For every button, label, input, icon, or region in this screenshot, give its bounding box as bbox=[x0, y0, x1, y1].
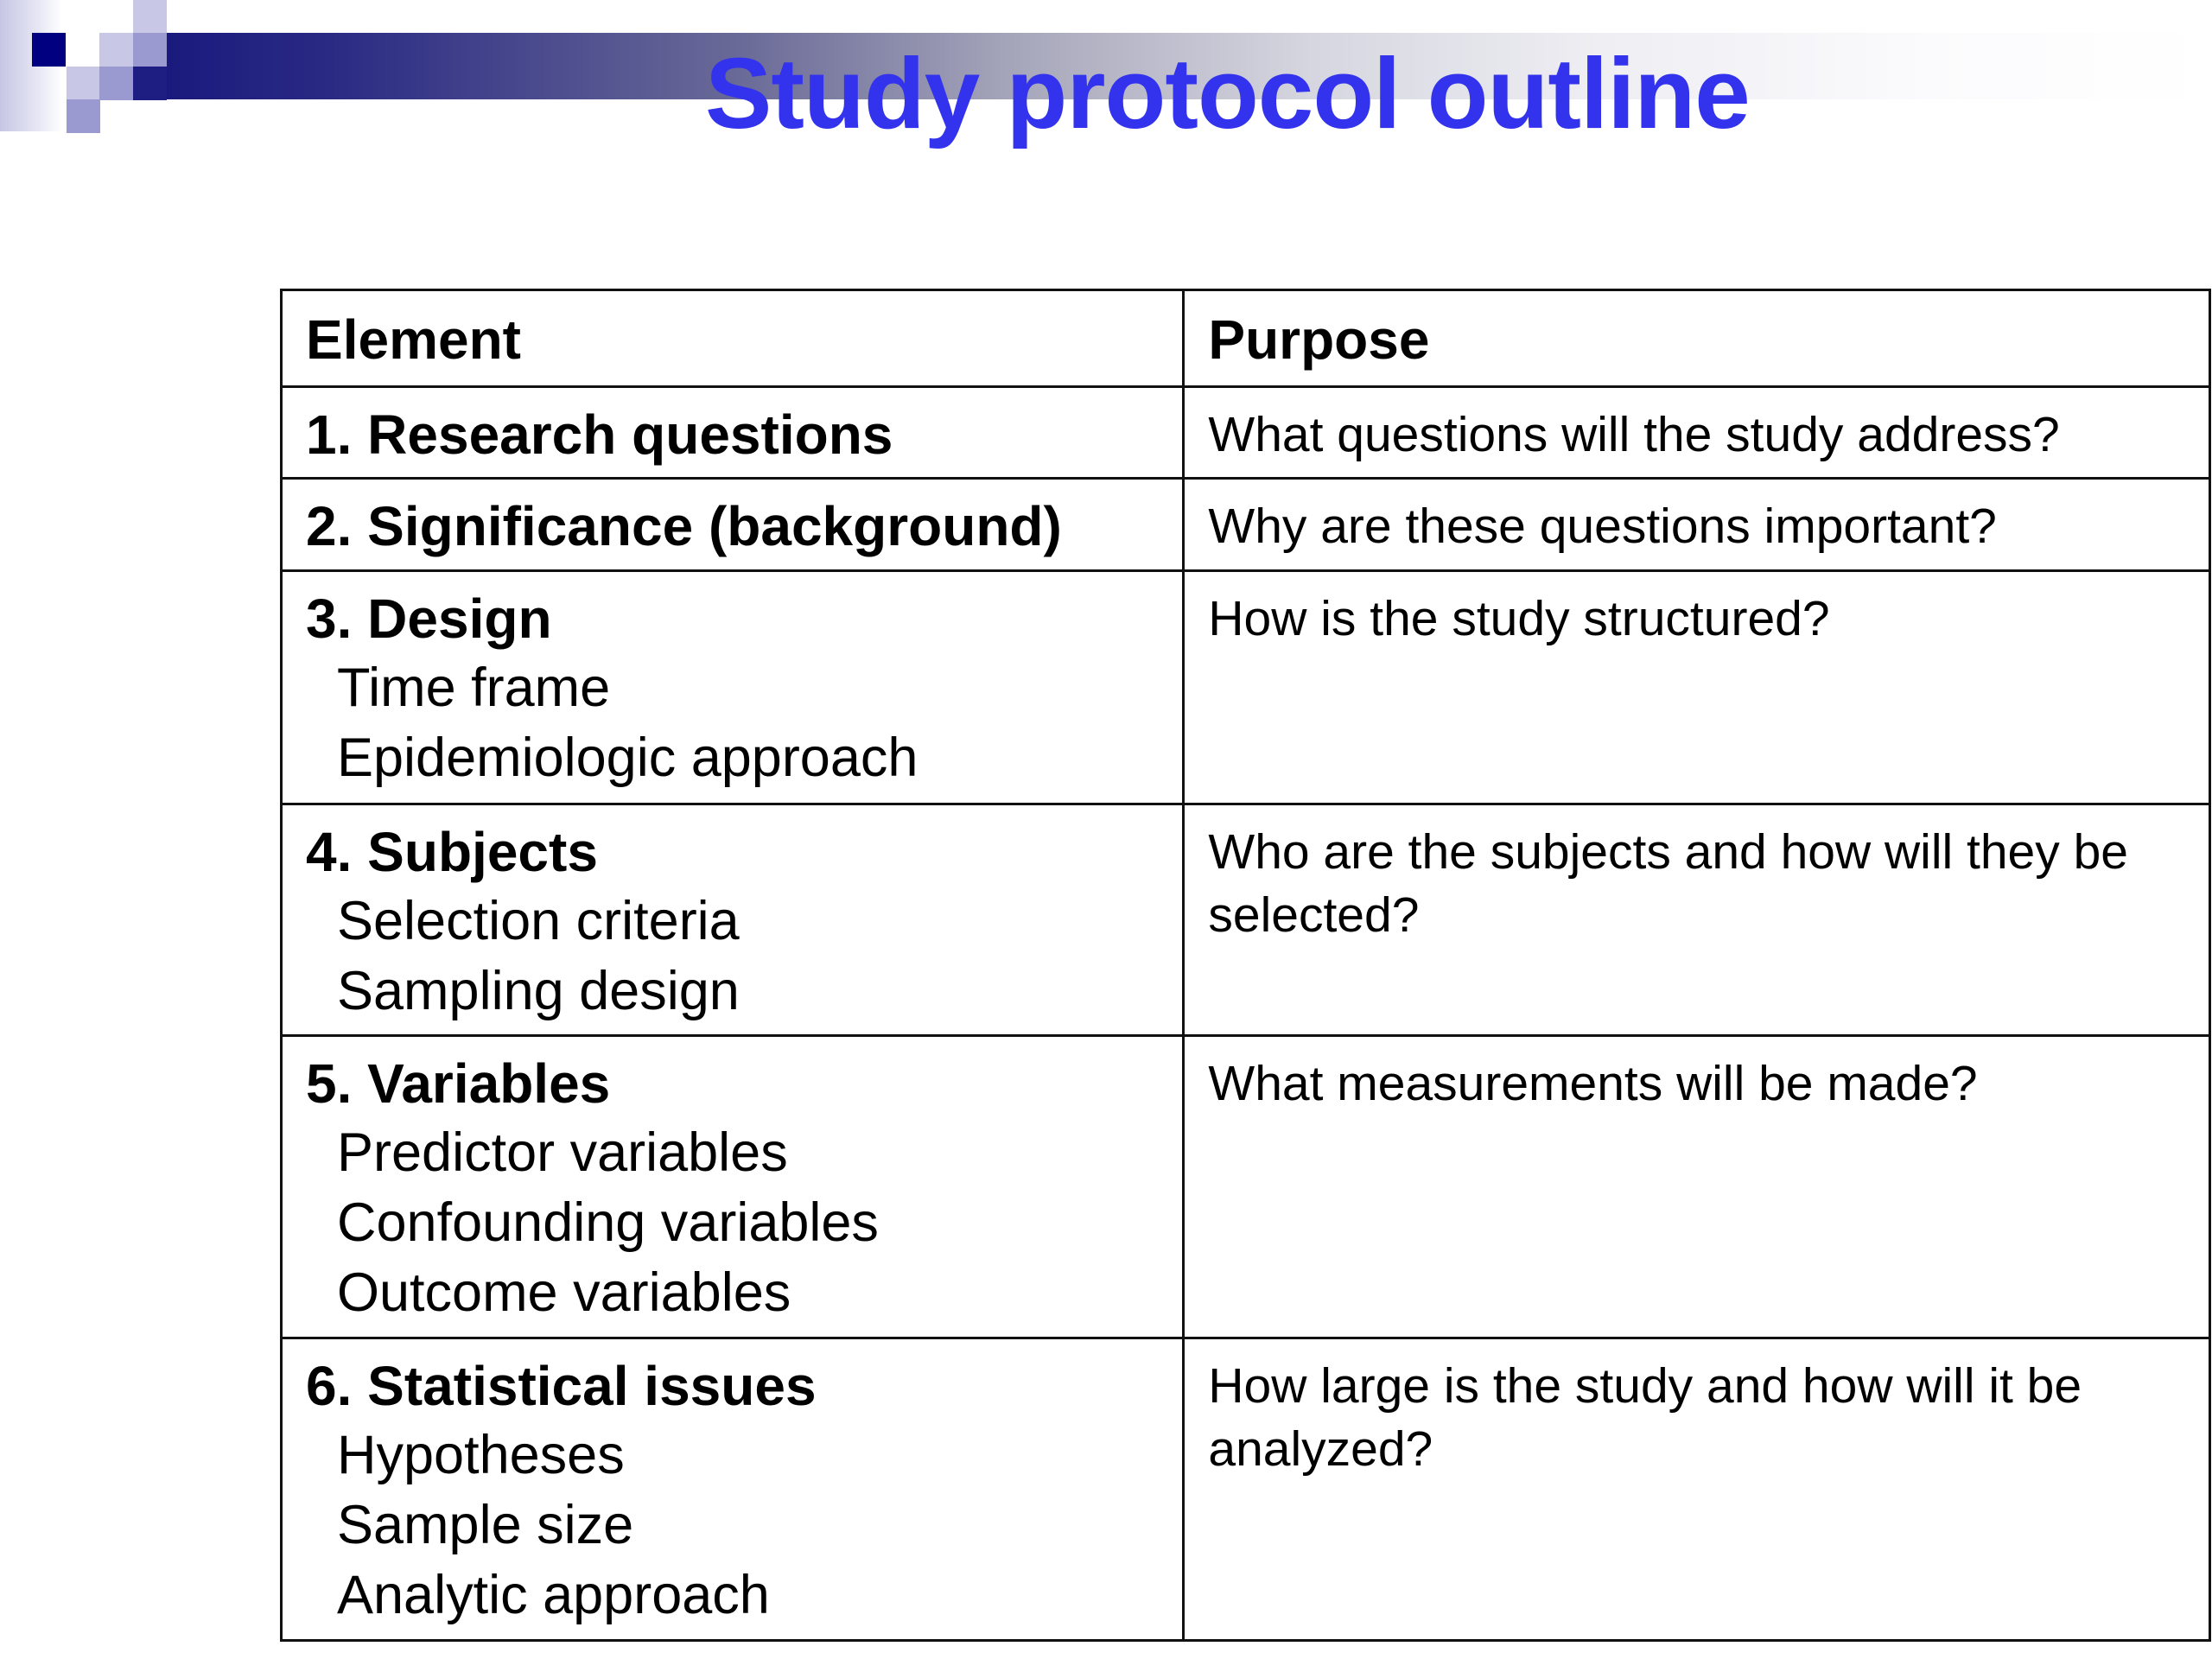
purpose-text-continued: selected? bbox=[1208, 887, 1420, 943]
header-cell-purpose bbox=[1184, 290, 2210, 387]
table-row bbox=[282, 479, 2210, 571]
decor-square bbox=[99, 33, 133, 67]
element-cell bbox=[282, 804, 1184, 1036]
decor-square bbox=[133, 0, 167, 34]
element-sub-item: Outcome variables bbox=[337, 1262, 791, 1323]
element-title: 6. Statistical issues bbox=[306, 1355, 817, 1417]
table-row bbox=[282, 1036, 2210, 1338]
table-row bbox=[282, 571, 2210, 804]
purpose-text: What questions will the study address? bbox=[1208, 407, 2060, 462]
element-cell bbox=[282, 479, 1184, 571]
purpose-cell bbox=[1184, 1338, 2210, 1641]
element-sub-item: Analytic approach bbox=[337, 1565, 770, 1625]
element-sub-item: Epidemiologic approach bbox=[337, 728, 918, 788]
element-sub-item: Sample size bbox=[337, 1495, 634, 1555]
purpose-text: How large is the study and how will it be bbox=[1208, 1358, 2082, 1414]
element-sub-item: Predictor variables bbox=[337, 1122, 788, 1183]
decor-square bbox=[133, 67, 167, 100]
purpose-text: Who are the subjects and how will they be bbox=[1208, 824, 2128, 880]
purpose-cell bbox=[1184, 387, 2210, 479]
element-cell bbox=[282, 387, 1184, 479]
element-cell bbox=[282, 571, 1184, 804]
decor-square bbox=[32, 33, 66, 67]
table-header-row bbox=[282, 290, 2210, 387]
slide-title: Study protocol outline bbox=[705, 37, 1750, 149]
element-cell bbox=[282, 1036, 1184, 1338]
purpose-cell bbox=[1184, 571, 2210, 804]
purpose-cell bbox=[1184, 479, 2210, 571]
element-title: 3. Design bbox=[306, 588, 552, 650]
decor-square bbox=[99, 67, 133, 100]
element-sub-item: Time frame bbox=[337, 658, 611, 718]
decor-square bbox=[67, 99, 100, 133]
purpose-text: What measurements will be made? bbox=[1208, 1056, 1978, 1111]
element-sub-item: Selection criteria bbox=[337, 891, 740, 951]
decor-square bbox=[133, 33, 167, 67]
table-row bbox=[282, 387, 2210, 479]
purpose-text: Why are these questions important? bbox=[1208, 499, 1997, 554]
element-title: 5. Variables bbox=[306, 1052, 611, 1115]
table-row bbox=[282, 1338, 2210, 1641]
element-sub-item: Hypotheses bbox=[337, 1425, 625, 1485]
purpose-cell bbox=[1184, 1036, 2210, 1338]
element-cell bbox=[282, 1338, 1184, 1641]
decor-square bbox=[67, 67, 100, 100]
element-title: 4. Subjects bbox=[306, 821, 598, 883]
column-header-element: Element bbox=[306, 308, 521, 371]
element-sub-item: Sampling design bbox=[337, 961, 740, 1021]
header-cell-element bbox=[282, 290, 1184, 387]
element-title: 1. Research questions bbox=[306, 404, 893, 466]
column-header-purpose: Purpose bbox=[1208, 308, 1430, 371]
table-row bbox=[282, 804, 2210, 1036]
purpose-text: How is the study structured? bbox=[1208, 591, 1830, 646]
element-sub-item: Confounding variables bbox=[337, 1192, 879, 1253]
element-title: 2. Significance (background) bbox=[306, 495, 1062, 557]
purpose-cell bbox=[1184, 804, 2210, 1036]
protocol-outline-table bbox=[280, 289, 2211, 1642]
purpose-text-continued: analyzed? bbox=[1208, 1421, 1433, 1477]
